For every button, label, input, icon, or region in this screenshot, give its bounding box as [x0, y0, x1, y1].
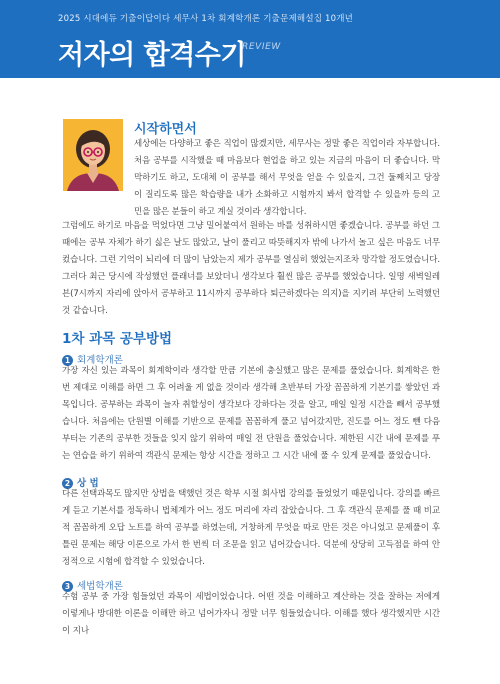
subject-body-tax-law: 수험 공부 중 가장 힘들었던 과목이 세법이었습니다. 어떤 것을 이해하고 계산하는 것을 잘하는 저에게 이렇게나 방대한 이론을 이해만 하고 넘어가자니 정말 너무 힘들었습니다. 이해를 했다 생각했지만 시간이 지나 [62, 592, 440, 636]
subject-title: 회계학개론 [77, 355, 123, 366]
subject-title: 상 법 [77, 478, 99, 489]
page-title: 저자의 합격수기 [58, 40, 246, 71]
subject-title: 세법학개론 [77, 581, 123, 592]
number-badge-icon: 3 [62, 581, 73, 592]
intro-heading: 시작하면서 [134, 122, 197, 137]
intro-paragraph-1: 세상에는 다양하고 좋은 직업이 많겠지만, 세무사는 정말 좋은 직업이라 자부합니다. 처음 공부를 시작했을 때 마음보다 현업을 하고 있는 지금의 마음이 더 좋습니다. 막막하기도 하고, 도대체 이 공부를 해서 무엇을 얻을 수 있을지, 그건 둘째치고 당장 이 질리도록 많은 학습량을 내가 소화하고 시험까지 봐서 합격할 수 있을까 등의 고민을 많은 분들이 하고 계실 것이라 생각합니다. [134, 139, 440, 217]
number-badge-icon: 2 [62, 478, 73, 489]
subject-body-accounting: 가장 자신 있는 과목이 회계학이라 생각할 만큼 기본에 충실했고 많은 문제를 풀었습니다. 회계학은 한 번 제대로 이해를 하면 그 후 어려울 게 없을 것이라 생각해 초반부터 가장 꼼꼼하게 기본기를 쌓았던 과목입니다. 공부하는 과목이 늘자 취할성이 생각보다 강하다는 것을 알고, 매일 일정 시간을 빼서 공부했습니다. 처음에는 단원별 이해를 기반으로 문제를 꼼꼼하게 풀고 넘어갔지만, 진도를 어느 정도 뺀 다음부터는 기존의 공부한 것들을 잊지 않기 위하여 매일 전 단원을 풀었습니다. 제한된 시간 내에 문제를 푸는 연습을 하기 위하여 객관식 문제는 항상 시간을 정하고 그 시간 내에 풀 수 있게 문제를 풀었습니다. [62, 366, 440, 461]
running-head: 2025 시대에듀 기출이답이다 세무사 1차 회계학개론 기출문제해설집 10개년 [58, 14, 354, 24]
subject-body-commercial-law: 다른 선택과목도 많지만 상법을 택했던 것은 학부 시절 회사법 강의를 들었었기 때문입니다. 강의를 빠르게 듣고 기본서를 정독하니 법체계가 어느 정도 머리에 자리 잡았습니다. 그 후 객관식 문제를 풀 때 비교적 꼼꼼하게 오답 노트를 하여 공부를 하였는데, 거창하게 무엇을 따로 만든 것은 아니었고 문제풀이 후 틀린 문제는 해당 이론으로 가서 한 번씩 더 조문을 읽고 넘어갔습니다. 덕분에 상당히 고득점을 하여 안정적으로 시험에 합격할 수 있었습니다. [62, 489, 440, 567]
intro-paragraph-2: 그럼에도 하기로 마음을 먹었다면 그냥 밀어붙여서 원하는 바를 성취하시면 좋겠습니다. 공부를 하던 그 때에는 공부 자체가 하기 싫은 날도 많았고, 날이 풀리고 따뜻해지자 밖에 나가서 놀고 싶은 마음도 너무 컸습니다. 그런 기억이 뇌리에 더 많이 남았는지 제가 공부를 열심히 했었는지조차 망각할 정도였습니다. 그러다 최근 당시에 작성했던 플래너를 보았더니 생각보다 훨씬 많은 공부를 했었습니다. 일명 새벽일레븐(7시까지 자리에 앉아서 공부하고 11시까지 공부하다 퇴근하겠다는 의지)을 지키려 부단히 노력했던 것 같습니다. [62, 221, 440, 316]
title-tag: REVIEW [242, 42, 281, 52]
number-badge-icon: 1 [62, 355, 73, 366]
woman-avatar-icon [63, 119, 123, 191]
method-heading: 1차 과목 공부방법 [62, 331, 173, 347]
page-header-band [0, 0, 500, 78]
